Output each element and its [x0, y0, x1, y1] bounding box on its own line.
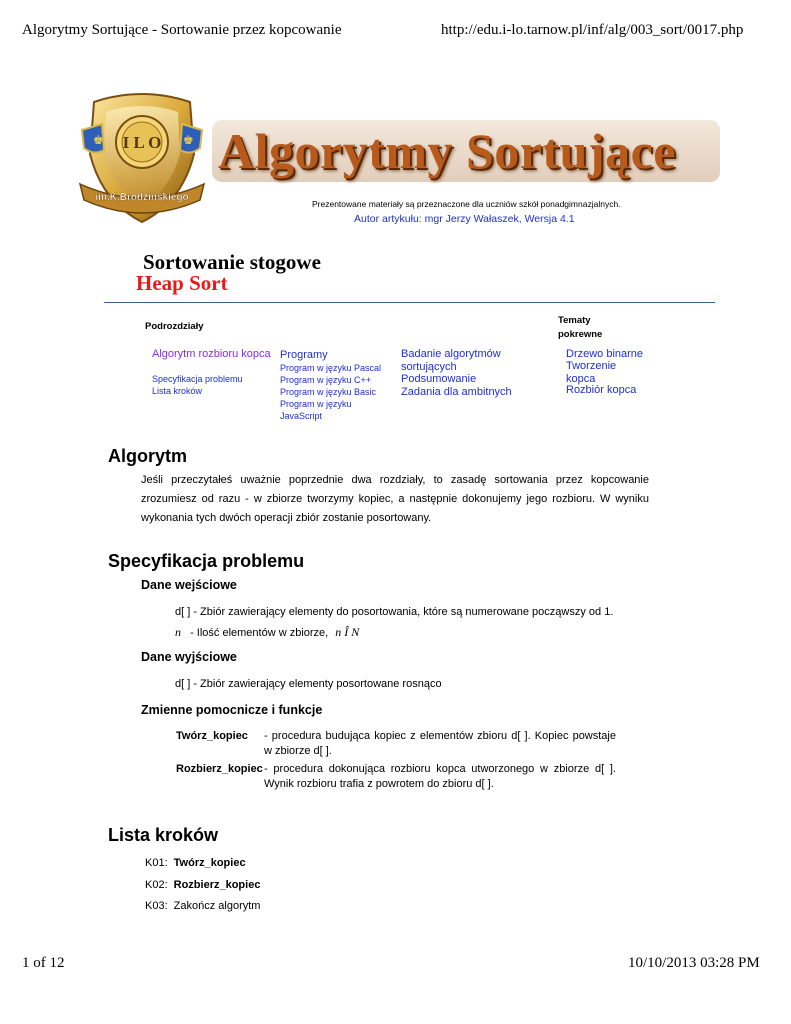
- program-link-javascript[interactable]: Program w języku JavaScript: [280, 399, 352, 421]
- related-topics-label: Tematy pokrewne: [558, 315, 603, 340]
- var-desc-create-heap: - procedura budująca kopiec z elementów zbioru d[ ]. Kopiec powstaje w zbiorze d[ ].: [264, 730, 616, 757]
- program-link-cpp[interactable]: Program w języku C++: [280, 375, 372, 385]
- step-text: Zakończ algorytm: [173, 900, 261, 912]
- step-number: K02:: [145, 879, 168, 891]
- step-number: K03:: [145, 900, 168, 912]
- svg-text:♚: ♚: [183, 133, 194, 147]
- step-text: Twórz_kopiec: [173, 857, 246, 869]
- input-n-row: [175, 625, 359, 640]
- program-link-basic[interactable]: Program w języku Basic: [280, 387, 377, 397]
- spec-heading: Specyfikacja problemu: [108, 551, 305, 571]
- output-array-desc: d[ ] - Zbiór zawierający elementy posortowane rosnąco: [175, 678, 442, 690]
- link-summary[interactable]: Podsumowanie: [401, 373, 477, 385]
- banner-author: Autor artykułu: mgr Jerzy Wałaszek, Wersja 4.1: [354, 213, 575, 225]
- algorithm-heading: Algorytm: [108, 446, 188, 466]
- logo-ribbon: im.K.Brodzińskiego: [95, 192, 189, 203]
- related-link-heap-build[interactable]: Tworzenie kopca: [566, 360, 617, 385]
- step-text: Rozbierz_kopiec: [173, 879, 261, 891]
- program-link-pascal[interactable]: Program w języku Pascal: [280, 363, 382, 373]
- related-link-heap-dismantle[interactable]: Rozbiór kopca: [566, 384, 637, 396]
- step-row: [145, 857, 246, 869]
- input-heading: Dane wejściowe: [141, 578, 237, 592]
- logo-initials: I L O: [122, 133, 162, 152]
- subsections-label: Podrozdziały: [145, 321, 204, 332]
- var-name-create-heap: Twórz_kopiec: [176, 730, 248, 742]
- banner-tagline: Prezentowane materiały są przeznaczone dla uczniów szkół ponadgimnazjalnych.: [312, 199, 621, 209]
- subsection-link-main[interactable]: Algorytm rozbioru kopca: [152, 348, 271, 360]
- step-number: K01:: [145, 857, 168, 869]
- link-tasks[interactable]: Zadania dla ambitnych: [401, 386, 512, 398]
- subsection-link-steps[interactable]: Lista kroków: [152, 386, 203, 396]
- related-link-binary-tree[interactable]: Drzewo binarne: [566, 348, 644, 360]
- var-name-dismantle-heap: Rozbierz_kopiec: [176, 763, 263, 775]
- subsection-link-spec[interactable]: Specyfikacja problemu: [152, 374, 243, 384]
- page-title-header: Algorytmy Sortujące - Sortowanie przez kopcowanie: [22, 22, 342, 38]
- steps-heading: Lista kroków: [108, 825, 219, 845]
- algorithm-paragraph: Jeśli przeczytałeś uważnie poprzednie dwa rozdziały, to zasadę sortowania przez kopcowanie zrozumiesz od razu - w zbiorze tworzymy kopiec, a następnie dokonujemy jego rozbioru. W wyniku wykonania tych dwóch operacji zbiór zostanie posortowany.: [141, 474, 649, 524]
- footer-datetime: 10/10/2013 03:28 PM: [628, 955, 760, 971]
- input-n-desc: - Ilość elementów w zbiorze,: [190, 627, 329, 639]
- vars-heading: Zmienne pomocnicze i funkcje: [141, 703, 323, 717]
- page-url-header: http://edu.i-lo.tarnow.pl/inf/alg/003_sort/0017.php: [441, 22, 744, 38]
- footer-page-number: 1 of 12: [22, 955, 65, 971]
- step-row: [145, 900, 260, 912]
- output-heading: Dane wyjściowe: [141, 650, 237, 664]
- svg-text:♚: ♚: [93, 133, 104, 147]
- input-n-symbol: n: [175, 625, 181, 639]
- step-row: [145, 879, 260, 891]
- input-n-math: n Î N: [335, 625, 360, 639]
- link-sorting-research[interactable]: Badanie algorytmów sortujących: [401, 348, 501, 373]
- var-desc-dismantle-heap: - procedura dokonująca rozbioru kopca utworzonego w zbiorze d[ ]. Wynik rozbioru trafia z powrotem do zbioru d[ ].: [264, 763, 616, 790]
- school-logo: [72, 84, 212, 226]
- page-subheading: Heap Sort: [136, 271, 228, 295]
- input-array-desc: d[ ] - Zbiór zawierający elementy do posortowania, które są numerowane począwszy od 1.: [175, 606, 614, 618]
- page-heading: Sortowanie stogowe: [143, 250, 321, 274]
- heading-divider: [104, 302, 715, 303]
- programs-link[interactable]: Programy: [280, 349, 328, 361]
- banner-title: Algorytmy Sortujące: [218, 123, 676, 179]
